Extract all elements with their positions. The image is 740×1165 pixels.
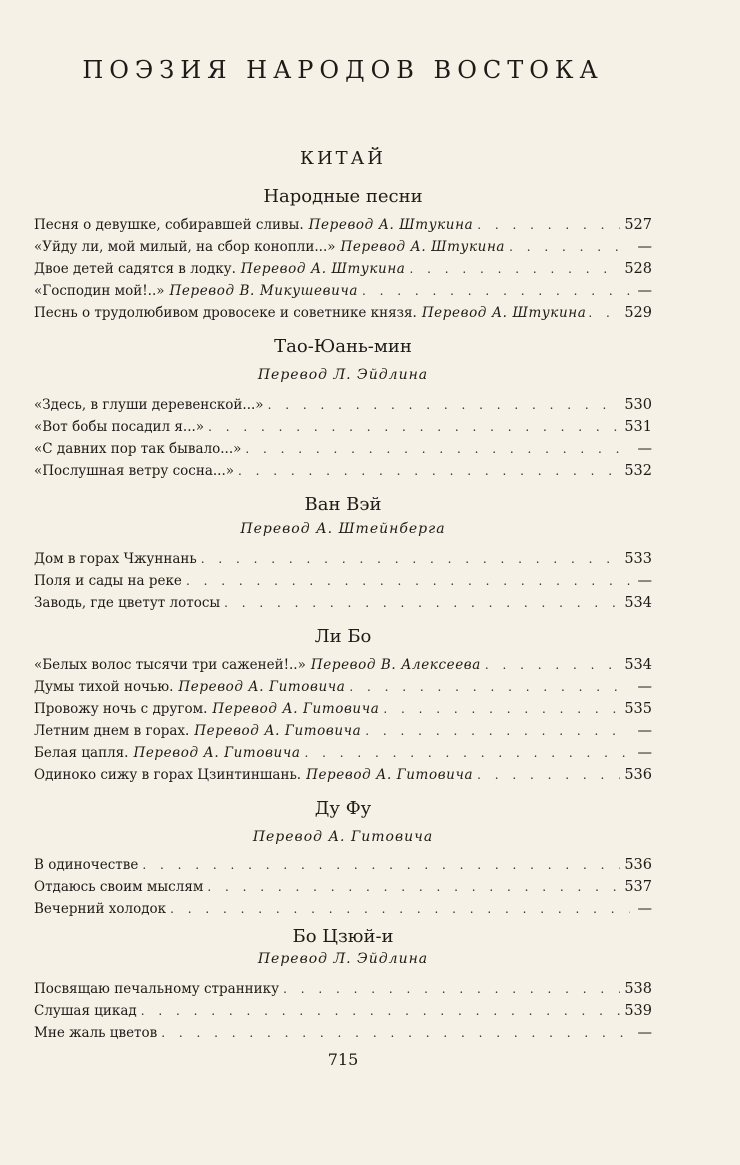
entry-page: 533	[624, 551, 652, 567]
dot-leader	[283, 978, 620, 1000]
section-title: Народные песни	[263, 186, 423, 207]
entry-title: Поля и сады на реке	[34, 573, 182, 589]
entry-page: —	[637, 441, 652, 457]
toc-entry[interactable]	[34, 302, 652, 324]
section-translator: Перевод Л. Эйдлина	[257, 951, 429, 967]
entry-title: «Белых волос тысячи три саженей!..»	[34, 657, 306, 673]
toc-entry[interactable]	[34, 742, 652, 764]
dot-leader	[245, 438, 630, 460]
entry-title: Песнь о трудолюбивом дровосеке и советнике князя.	[34, 305, 417, 321]
entry-translator: Перевод А. Штукина	[240, 261, 406, 277]
dot-leader	[477, 214, 620, 236]
toc-entry[interactable]	[34, 258, 652, 280]
toc-entry[interactable]	[34, 548, 652, 570]
section-title: Ду Фу	[314, 798, 372, 819]
entry-page: —	[637, 901, 652, 917]
entry-page: —	[637, 745, 652, 761]
dot-leader	[224, 592, 620, 614]
dot-leader	[208, 416, 620, 438]
entry-title: Вечерний холодок	[34, 901, 167, 917]
entry-title: Отдаюсь своим мыслям	[34, 879, 204, 895]
entry-page: —	[637, 573, 652, 589]
entry-title: Заводь, где цветут лотосы	[34, 595, 221, 611]
entry-translator: Перевод А. Гитовича	[194, 723, 362, 739]
entry-translator: Перевод А. Штукина	[308, 217, 474, 233]
entry-page: 536	[624, 767, 652, 783]
dot-leader	[365, 720, 630, 742]
dot-leader	[238, 460, 620, 482]
toc-entry[interactable]	[34, 438, 652, 460]
entry-title: «Здесь, в глуши деревенской...»	[34, 397, 264, 413]
entry-page: —	[637, 283, 652, 299]
entry-title: Двое детей садятся в лодку.	[34, 261, 236, 277]
dot-leader	[485, 654, 620, 676]
entry-title: «Послушная ветру сосна...»	[34, 463, 235, 479]
country-heading: КИТАЙ	[300, 148, 386, 169]
dot-leader	[170, 898, 630, 920]
entry-page: 535	[624, 701, 652, 717]
entry-page: 539	[624, 1003, 652, 1019]
dot-leader	[207, 876, 620, 898]
toc-entry[interactable]	[34, 698, 652, 720]
dot-leader	[383, 698, 620, 720]
entry-translator: Перевод А. Штукина	[421, 305, 587, 321]
page-title: ПОЭЗИЯ НАРОДОВ ВОСТОКА	[82, 56, 604, 84]
dot-leader	[304, 742, 630, 764]
dot-leader	[186, 570, 630, 592]
toc-entry[interactable]	[34, 654, 652, 676]
entry-page: —	[637, 239, 652, 255]
entry-title: Думы тихой ночью.	[34, 679, 174, 695]
entry-title: Посвящаю печальному страннику	[34, 981, 280, 997]
entry-title: В одиночестве	[34, 857, 139, 873]
section-translator: Перевод А. Гитовича	[252, 829, 434, 845]
toc-entry[interactable]	[34, 720, 652, 742]
dot-leader	[268, 394, 621, 416]
dot-leader	[509, 236, 630, 258]
entry-page: 534	[624, 657, 652, 673]
toc-entry[interactable]	[34, 898, 652, 920]
toc-entry[interactable]	[34, 460, 652, 482]
entry-page: 528	[624, 261, 652, 277]
section-title: Бо Цзюй-и	[292, 926, 394, 947]
entry-title: «Уйду ли, мой милый, на сбор конопли...»	[34, 239, 336, 255]
entry-page: 527	[624, 217, 652, 233]
toc-entry[interactable]	[34, 676, 652, 698]
entry-translator: Перевод А. Гитовича	[178, 679, 346, 695]
toc-entry[interactable]	[34, 854, 652, 876]
entry-translator: Перевод А. Гитовича	[212, 701, 380, 717]
toc-entry[interactable]	[34, 1000, 652, 1022]
section-title: Тао-Юань-мин	[274, 336, 412, 357]
section-translator: Перевод Л. Эйдлина	[257, 367, 429, 383]
entry-page: —	[637, 1025, 652, 1041]
entry-title: «Господин мой!..»	[34, 283, 165, 299]
entry-page: —	[637, 723, 652, 739]
toc-page	[34, 0, 652, 1165]
toc-entry[interactable]	[34, 236, 652, 258]
entry-title: Белая цапля.	[34, 745, 129, 761]
entry-title: Одиноко сижу в горах Цзинтиншань.	[34, 767, 302, 783]
toc-entry[interactable]	[34, 394, 652, 416]
entry-translator: Перевод А. Гитовича	[133, 745, 301, 761]
entry-page: 536	[624, 857, 652, 873]
entry-page: 534	[624, 595, 652, 611]
dot-leader	[349, 676, 630, 698]
section-title: Ван Вэй	[304, 494, 382, 515]
toc-entry[interactable]	[34, 1022, 652, 1044]
entry-title: Дом в горах Чжуннань	[34, 551, 197, 567]
toc-entry[interactable]	[34, 592, 652, 614]
dot-leader	[362, 280, 630, 302]
entry-translator: Перевод А. Гитовича	[306, 767, 474, 783]
entry-translator: Перевод В. Микушевича	[169, 283, 359, 299]
toc-entry[interactable]	[34, 214, 652, 236]
entry-page: 537	[624, 879, 652, 895]
section-translator: Перевод А. Штейнберга	[240, 521, 446, 537]
toc-entry[interactable]	[34, 570, 652, 592]
toc-entry[interactable]	[34, 876, 652, 898]
entry-translator: Перевод В. Алексеева	[310, 657, 481, 673]
entry-title: «Вот бобы посадил я...»	[34, 419, 205, 435]
entry-title: Песня о девушке, собиравшей сливы.	[34, 217, 304, 233]
dot-leader	[142, 854, 620, 876]
entry-page: —	[637, 679, 652, 695]
dot-leader	[588, 302, 622, 324]
page-number: 715	[327, 1050, 359, 1069]
entry-title: «С давних пор так бывало...»	[34, 441, 242, 457]
toc-entry[interactable]	[34, 764, 652, 786]
entry-title: Провожу ночь с другом.	[34, 701, 208, 717]
dot-leader	[477, 764, 620, 786]
dot-leader	[201, 548, 621, 570]
dot-leader	[409, 258, 620, 280]
entry-translator: Перевод А. Штукина	[340, 239, 506, 255]
entry-title: Мне жаль цветов	[34, 1025, 158, 1041]
entry-page: 530	[624, 397, 652, 413]
toc-entry[interactable]	[34, 416, 652, 438]
dot-leader	[161, 1022, 630, 1044]
toc-entry[interactable]	[34, 280, 652, 302]
entry-title: Летним днем в горах.	[34, 723, 190, 739]
section-title: Ли Бо	[314, 626, 372, 647]
toc-entry[interactable]	[34, 978, 652, 1000]
entry-page: 531	[624, 419, 652, 435]
entry-page: 538	[624, 981, 652, 997]
dot-leader	[141, 1000, 621, 1022]
entry-page: 529	[624, 305, 652, 321]
entry-title: Слушая цикад	[34, 1003, 137, 1019]
entry-page: 532	[624, 463, 652, 479]
